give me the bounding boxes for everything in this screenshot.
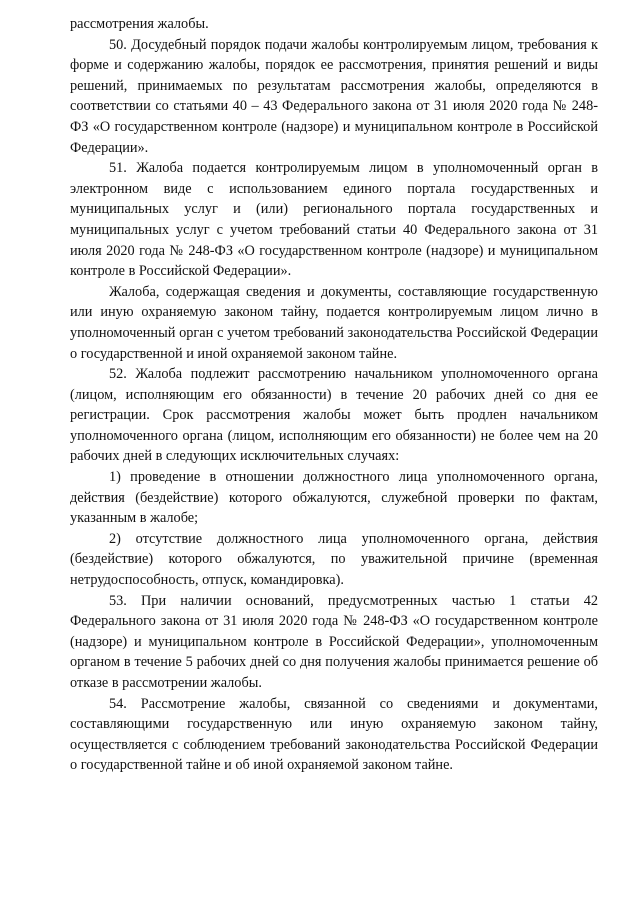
paragraph-54: 54. Рассмотрение жалобы, связанной со сведениями и документами, составляющими государственную или иную охраняемую законом тайну, осуществляется с соблюдением требований законодательства Российской Федерации о государственной тайне и об иной охраняемой законом тайне.: [70, 695, 598, 774]
document-page: [70, 14, 598, 776]
paragraph-50: 50. Досудебный порядок подачи жалобы контролируемым лицом, требования к форме и содержанию жалобы, порядок ее рассмотрения, принятия решений и виды решений, принимаемых по результатам рассмотрения жалобы, определяются в соответствии со статьями 40 – 43 Федерального закона от 31 июля 2020 года № 248-ФЗ «О государственном контроле (надзоре) и муниципальном контроле в Российской Федерации».: [70, 36, 598, 156]
paragraph-53: 53. При наличии оснований, предусмотренных частью 1 статьи 42 Федерального закона от 31 июля 2020 года № 248-ФЗ «О государственном контроле (надзоре) и муниципальном контроле в Российской Федерации», уполномоченным органом в течение 5 рабочих дней со дня получения жалобы принимается решение об отказе в рассмотрении жалобы.: [70, 592, 598, 691]
paragraph-52-item-2: 2) отсутствие должностного лица уполномоченного органа, действия (бездействие) которого обжалуются, по уважительной причине (временная нетрудоспособность, отпуск, командировка).: [70, 530, 598, 589]
paragraph-52-item-1: 1) проведение в отношении должностного лица уполномоченного органа, действия (бездействие) которого обжалуются, служебной проверки по фактам, указанным в жалобе;: [70, 469, 598, 527]
paragraph-52: 52. Жалоба подлежит рассмотрению начальником уполномоченного органа (лицом, исполняющим его обязанности) в течение 20 рабочих дней со дня ее регистрации. Срок рассмотрения жалобы может быть продлен начальником уполномоченного органа (лицом, исполняющим его обязанности) не более чем на 20 рабочих дней в следующих исключительных случаях:: [70, 366, 598, 465]
paragraph-51: 51. Жалоба подается контролируемым лицом в уполномоченный орган в электронном виде с использованием единого портала государственных и муниципальных услуг и (или) регионального портала государственных и муниципальных услуг с учетом требований статьи 40 Федерального закона от 31 июля 2020 года № 248-ФЗ «О государственном контроле (надзоре) и муниципальном контроле в Российской Федерации».: [70, 160, 598, 280]
paragraph-continuation: рассмотрения жалобы.: [70, 16, 209, 32]
paragraph-51-secret: Жалоба, содержащая сведения и документы, составляющие государственную или иную охраняемую законом тайну, подается контролируемым лицом лично в уполномоченный орган с учетом требований законодательства Российской Федерации о государственной и иной охраняемой законом тайне.: [70, 283, 598, 362]
